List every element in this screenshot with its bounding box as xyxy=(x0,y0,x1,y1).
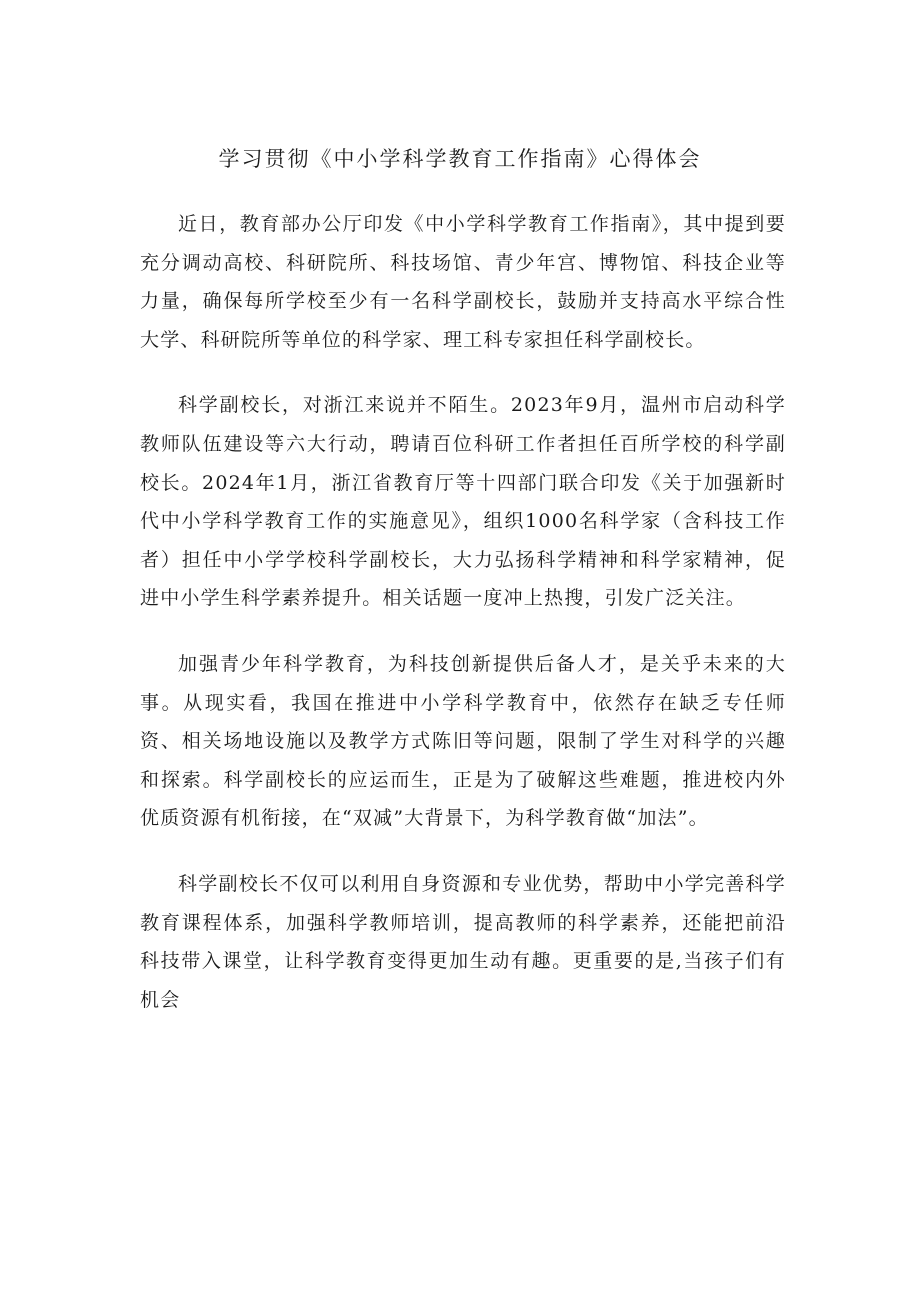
paragraph-1: 近日，教育部办公厅印发《中小学科学教育工作指南》，其中提到要充分调动高校、科研院所、科技场馆、青少年宫、博物馆、科技企业等力量，确保每所学校至少有一名科学副校长，鼓励并支持高水平综合性大学、科研院所等单位的科学家、理工科专家担任科学副校长。 xyxy=(140,213,786,351)
paragraph-3: 加强青少年科学教育，为科技创新提供后备人才，是关乎未来的大事。从现实看，我国在推进中小学科学教育中，依然存在缺乏专任师资、相关场地设施以及教学方式陈旧等问题，限制了学生对科学的兴趣和探索。科学副校长的应运而生，正是为了破解这些难题，推进校内外优质资源有机衔接，在“双减”大背景下，为科学教育做“加法”。 xyxy=(140,652,786,830)
document-body xyxy=(140,205,786,1046)
document-title: 学习贯彻《中小学科学教育工作指南》心得体会 xyxy=(218,147,702,171)
paragraph-4: 科学副校长不仅可以利用自身资源和专业优势，帮助中小学完善科学教育课程体系，加强科学教师培训，提高教师的科学素养，还能把前沿科技带入课堂，让科学教育变得更加生动有趣。更重要的是,当孩子们有机会 xyxy=(140,872,786,1011)
paragraph-2: 科学副校长，对浙江来说并不陌生。2023年9月，温州市启动科学教师队伍建设等六大行动，聘请百位科研工作者担任百所学校的科学副校长。2024年1月，浙江省教育厅等十四部门联合印发《关于加强新时代中小学科学教育工作的实施意见》，组织1000名科学家（含科技工作者）担任中小学学校科学副校长，大力弘扬科学精神和科学家精神，促进中小学生科学素养提升。相关话题一度冲上热搜，引发广泛关注。 xyxy=(140,394,786,610)
